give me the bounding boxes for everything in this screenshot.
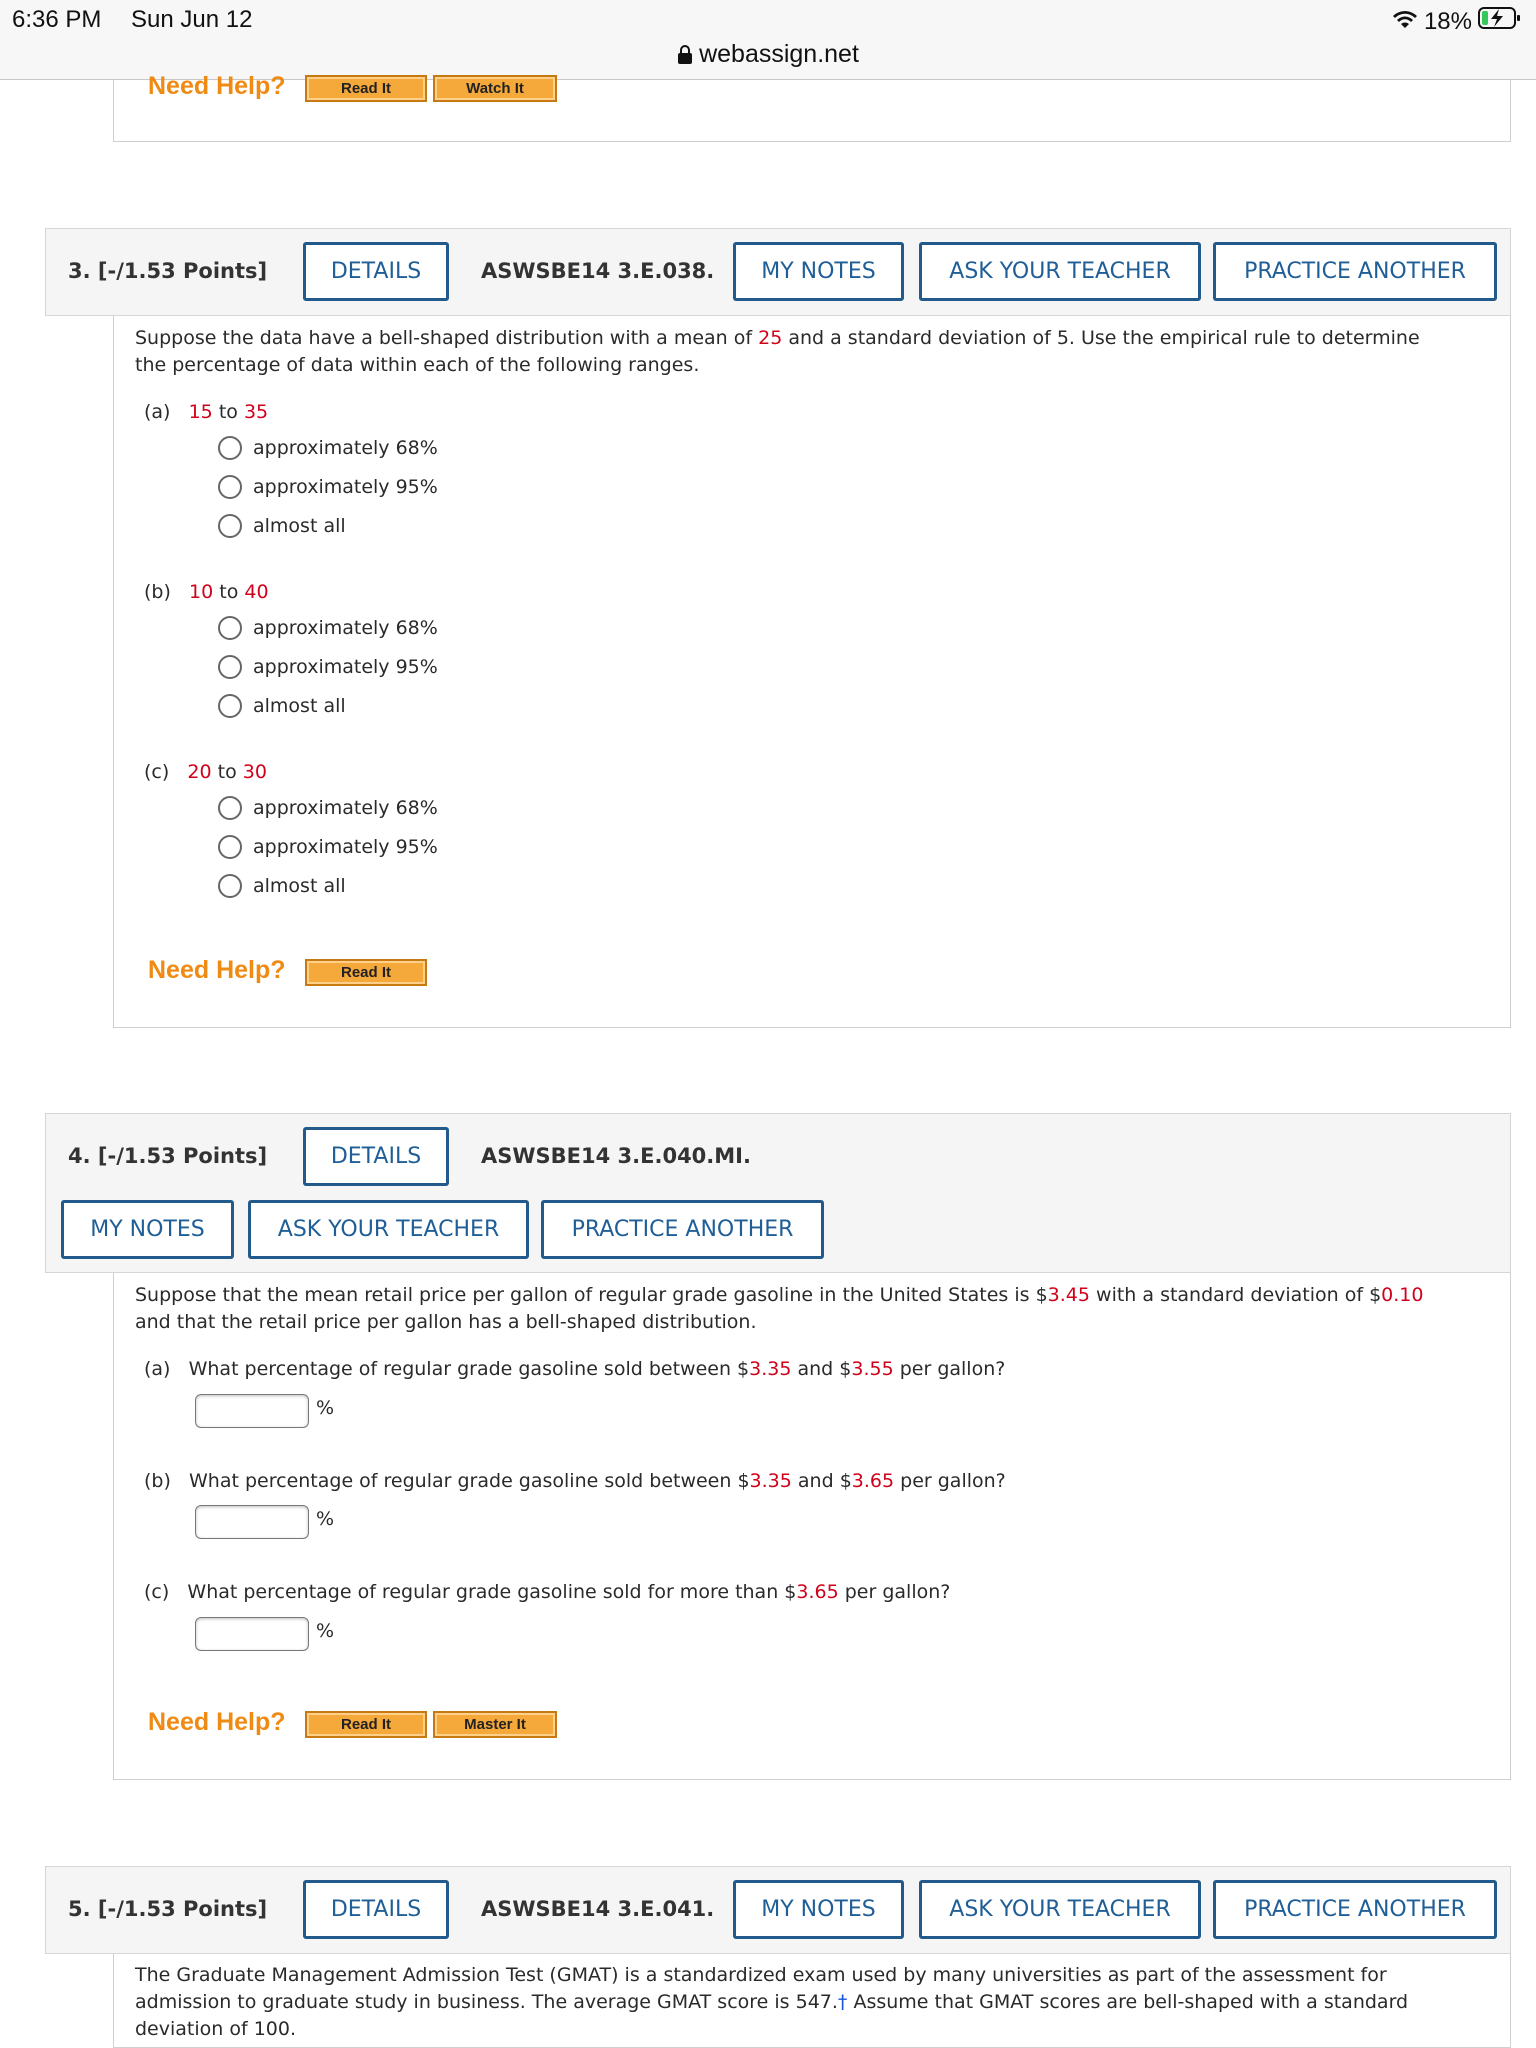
need-help-label: Need Help? <box>148 72 286 100</box>
practice-another-button[interactable]: PRACTICE ANOTHER <box>541 1200 824 1259</box>
percent-unit: % <box>316 1508 335 1530</box>
question-5-prompt-line3: deviation of 100. <box>135 2018 297 2040</box>
question-3-prompt-line1: Suppose the data have a bell-shaped distribution with a mean of 25 and a standard deviation of 5. Use the empirical rule to determine <box>135 327 1420 349</box>
option-label: approximately 95% <box>253 476 438 498</box>
question-4-prompt-line1: Suppose that the mean retail price per gallon of regular grade gasoline in the United States is $3.45 with a standard deviation of $0.10 <box>135 1284 1424 1306</box>
question-number: 3. [-/1.53 Points] <box>68 259 268 283</box>
part-b-option-all-radio[interactable] <box>218 694 242 718</box>
wifi-icon <box>1392 8 1418 36</box>
question-5-header <box>45 1866 1511 1954</box>
question-4-header <box>45 1113 1511 1273</box>
ask-your-teacher-button[interactable]: ASK YOUR TEACHER <box>919 242 1201 301</box>
question-number: 5. [-/1.53 Points] <box>68 1897 268 1921</box>
clock-date: Sun Jun 12 <box>131 6 253 33</box>
read-it-button[interactable]: Read It <box>305 959 427 986</box>
browser-status-bar <box>0 0 1536 80</box>
part-a-question: (a) What percentage of regular grade gasoline sold between $3.35 and $3.55 per gallon? <box>144 1358 1006 1380</box>
footnote-dagger-link[interactable]: † <box>837 1991 848 2013</box>
part-c-answer-input[interactable] <box>195 1617 309 1651</box>
read-it-button[interactable]: Read It <box>305 75 427 102</box>
part-a-answer-input[interactable] <box>195 1394 309 1428</box>
percent-unit: % <box>316 1397 335 1419</box>
part-a-option-all-radio[interactable] <box>218 514 242 538</box>
part-c-question: (c) What percentage of regular grade gasoline sold for more than $3.65 per gallon? <box>144 1581 951 1603</box>
url-text: webassign.net <box>699 40 859 68</box>
watch-it-button[interactable]: Watch It <box>433 75 557 102</box>
part-b-option-68-radio[interactable] <box>218 616 242 640</box>
question-3-prompt-line2: the percentage of data within each of the following ranges. <box>135 354 700 376</box>
my-notes-button[interactable]: MY NOTES <box>61 1200 234 1259</box>
details-button[interactable]: DETAILS <box>303 1880 449 1939</box>
need-help-label: Need Help? <box>148 1708 286 1736</box>
practice-another-button[interactable]: PRACTICE ANOTHER <box>1213 242 1497 301</box>
part-a-option-95-radio[interactable] <box>218 475 242 499</box>
part-b-label: (b) 10 to 40 <box>144 581 269 603</box>
option-label: approximately 95% <box>253 836 438 858</box>
part-c-option-95-radio[interactable] <box>218 835 242 859</box>
practice-another-button[interactable]: PRACTICE ANOTHER <box>1213 1880 1497 1939</box>
percent-unit: % <box>316 1620 335 1642</box>
battery-charging-icon <box>1478 6 1522 37</box>
master-it-button[interactable]: Master It <box>433 1711 557 1738</box>
address-bar[interactable] <box>0 40 1536 69</box>
status-indicators <box>1392 6 1522 37</box>
question-code: ASWSBE14 3.E.038. <box>481 259 715 283</box>
my-notes-button[interactable]: MY NOTES <box>733 242 904 301</box>
part-b-question: (b) What percentage of regular grade gasoline sold between $3.35 and $3.65 per gallon? <box>144 1470 1006 1492</box>
details-button[interactable]: DETAILS <box>303 1127 449 1186</box>
question-3-header <box>45 228 1511 316</box>
part-a-option-68-radio[interactable] <box>218 436 242 460</box>
part-c-option-all-radio[interactable] <box>218 874 242 898</box>
ask-your-teacher-button[interactable]: ASK YOUR TEACHER <box>248 1200 529 1259</box>
need-help-label: Need Help? <box>148 956 286 984</box>
question-4-prompt-line2: and that the retail price per gallon has a bell-shaped distribution. <box>135 1311 757 1333</box>
part-c-option-68-radio[interactable] <box>218 796 242 820</box>
question-code: ASWSBE14 3.E.040.MI. <box>481 1144 751 1168</box>
option-label: almost all <box>253 695 346 717</box>
part-a-label: (a) 15 to 35 <box>144 401 269 423</box>
lock-icon <box>677 40 699 68</box>
option-label: approximately 68% <box>253 797 438 819</box>
question-code: ASWSBE14 3.E.041. <box>481 1897 715 1921</box>
question-5-prompt-line1: The Graduate Management Admission Test (GMAT) is a standardized exam used by many universities as part of the assessment for <box>135 1964 1387 1986</box>
option-label: approximately 68% <box>253 437 438 459</box>
part-b-answer-input[interactable] <box>195 1505 309 1539</box>
option-label: almost all <box>253 875 346 897</box>
my-notes-button[interactable]: MY NOTES <box>733 1880 904 1939</box>
battery-percent: 18% <box>1423 7 1472 35</box>
details-button[interactable]: DETAILS <box>303 242 449 301</box>
clock-time: 6:36 PM <box>12 6 102 33</box>
question-number: 4. [-/1.53 Points] <box>68 1144 268 1168</box>
ask-your-teacher-button[interactable]: ASK YOUR TEACHER <box>919 1880 1201 1939</box>
option-label: approximately 95% <box>253 656 438 678</box>
part-b-option-95-radio[interactable] <box>218 655 242 679</box>
part-c-label: (c) 20 to 30 <box>144 761 267 783</box>
option-label: almost all <box>253 515 346 537</box>
question-5-prompt-line2: admission to graduate study in business. The average GMAT score is 547.† Assume that GMAT scores are bell-shaped with a standard <box>135 1991 1409 2013</box>
option-label: approximately 68% <box>253 617 438 639</box>
read-it-button[interactable]: Read It <box>305 1711 427 1738</box>
